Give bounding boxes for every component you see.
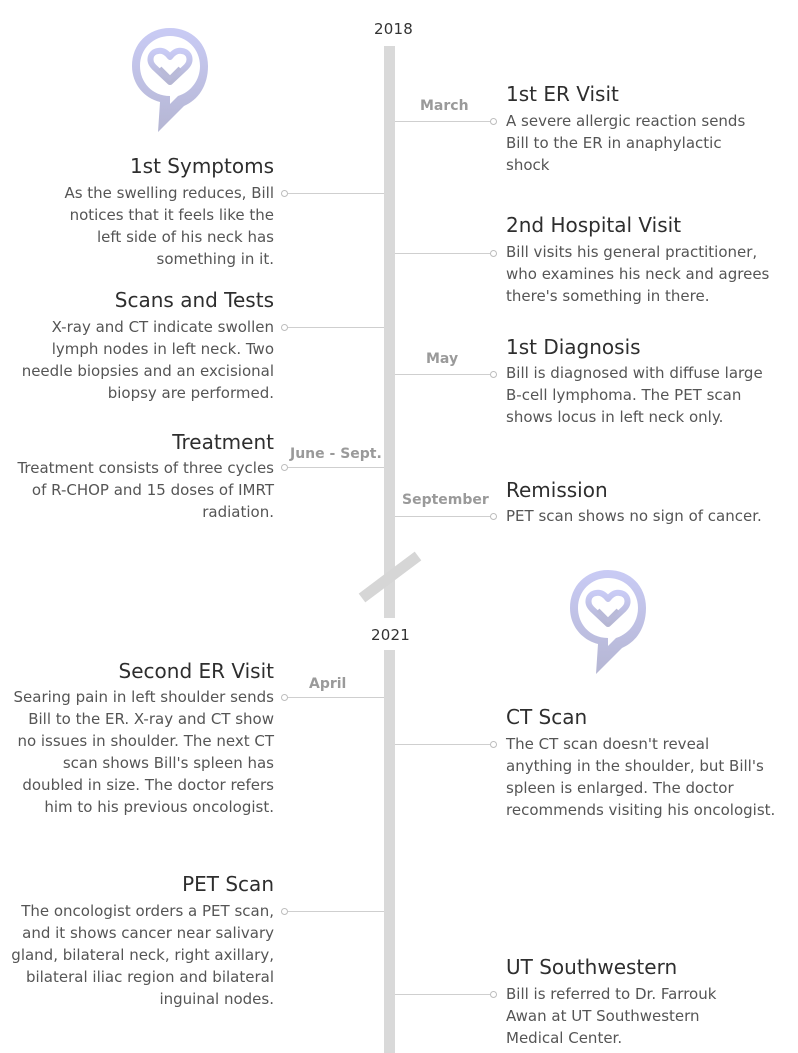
- event-marker: [281, 694, 288, 701]
- event-description: PET scan shows no sign of cancer.: [506, 507, 762, 525]
- event-marker: [490, 371, 497, 378]
- event-marker: [490, 991, 497, 998]
- event-date: March: [420, 98, 469, 114]
- event-marker: [490, 118, 497, 125]
- event-description: Bill is referred to Dr. Farrouk Awan at UT Southwestern Medical Center.: [506, 985, 717, 1047]
- event-title: Scans and Tests: [114, 288, 274, 312]
- event-marker: [281, 464, 288, 471]
- event-connector: [395, 121, 490, 122]
- event-description: X-ray and CT indicate swollen lymph nodes in left neck. Two needle biopsies and an excisional biopsy are performed.: [21, 318, 274, 402]
- event-connector: [395, 374, 490, 375]
- year-label-2021: 2021: [371, 626, 410, 644]
- event-title: Treatment: [172, 430, 274, 454]
- event-date: May: [426, 351, 459, 367]
- event-description: A severe allergic reaction sends Bill to the ER in anaphylactic shock: [506, 112, 746, 174]
- event-title: CT Scan: [506, 705, 588, 729]
- event-description: Searing pain in left shoulder sends Bill to the ER. X-ray and CT show no issues in shoulder. The next CT scan shows Bill's spleen has doubled in size. The doctor refers him to his previous oncologist.: [13, 688, 274, 816]
- event-title: 1st Diagnosis: [506, 335, 641, 359]
- event-description: The oncologist orders a PET scan, and it shows cancer near salivary gland, bilateral neck, right axillary, bilateral iliac region and bilateral inguinal nodes.: [11, 902, 274, 1008]
- event-connector: [395, 253, 490, 254]
- heart-speech-bubble-icon: [128, 24, 212, 136]
- event-title: Remission: [506, 478, 608, 502]
- event-connector: [395, 744, 490, 745]
- event-marker: [490, 250, 497, 257]
- timeline-break-marker: [356, 550, 426, 604]
- event-date: September: [402, 492, 489, 508]
- year-label-2018: 2018: [374, 20, 413, 38]
- event-description: The CT scan doesn't reveal anything in the shoulder, but Bill's spleen is enlarged. The doctor recommends visiting his oncologist.: [506, 735, 776, 819]
- event-description: As the swelling reduces, Bill notices that it feels like the left side of his neck has something in it.: [64, 184, 274, 268]
- event-marker: [281, 190, 288, 197]
- event-description: Treatment consists of three cycles of R-CHOP and 15 doses of IMRT radiation.: [17, 459, 274, 521]
- event-title: PET Scan: [182, 872, 274, 896]
- event-connector: [288, 467, 384, 468]
- event-title: Second ER Visit: [118, 659, 274, 683]
- timeline-axis-2021: [384, 650, 395, 1053]
- event-description: Bill visits his general practitioner, who examines his neck and agrees there's something in there.: [506, 243, 770, 305]
- event-title: 1st Symptoms: [129, 154, 274, 178]
- event-title: UT Southwestern: [506, 955, 678, 979]
- event-connector: [288, 697, 384, 698]
- event-connector: [395, 994, 490, 995]
- event-description: Bill is diagnosed with diffuse large B-cell lymphoma. The PET scan shows locus in left neck only.: [506, 364, 763, 426]
- event-marker: [281, 324, 288, 331]
- event-marker: [490, 741, 497, 748]
- heart-speech-bubble-icon: [566, 566, 650, 678]
- event-connector: [288, 193, 384, 194]
- event-connector: [395, 516, 490, 517]
- event-date: April: [309, 676, 347, 692]
- timeline-axis-2018: [384, 46, 395, 618]
- event-marker: [490, 513, 497, 520]
- event-title: 1st ER Visit: [506, 82, 619, 106]
- event-connector: [288, 327, 384, 328]
- event-title: 2nd Hospital Visit: [506, 213, 682, 237]
- event-connector: [288, 911, 384, 912]
- event-date: June - Sept.: [290, 446, 382, 462]
- event-marker: [281, 908, 288, 915]
